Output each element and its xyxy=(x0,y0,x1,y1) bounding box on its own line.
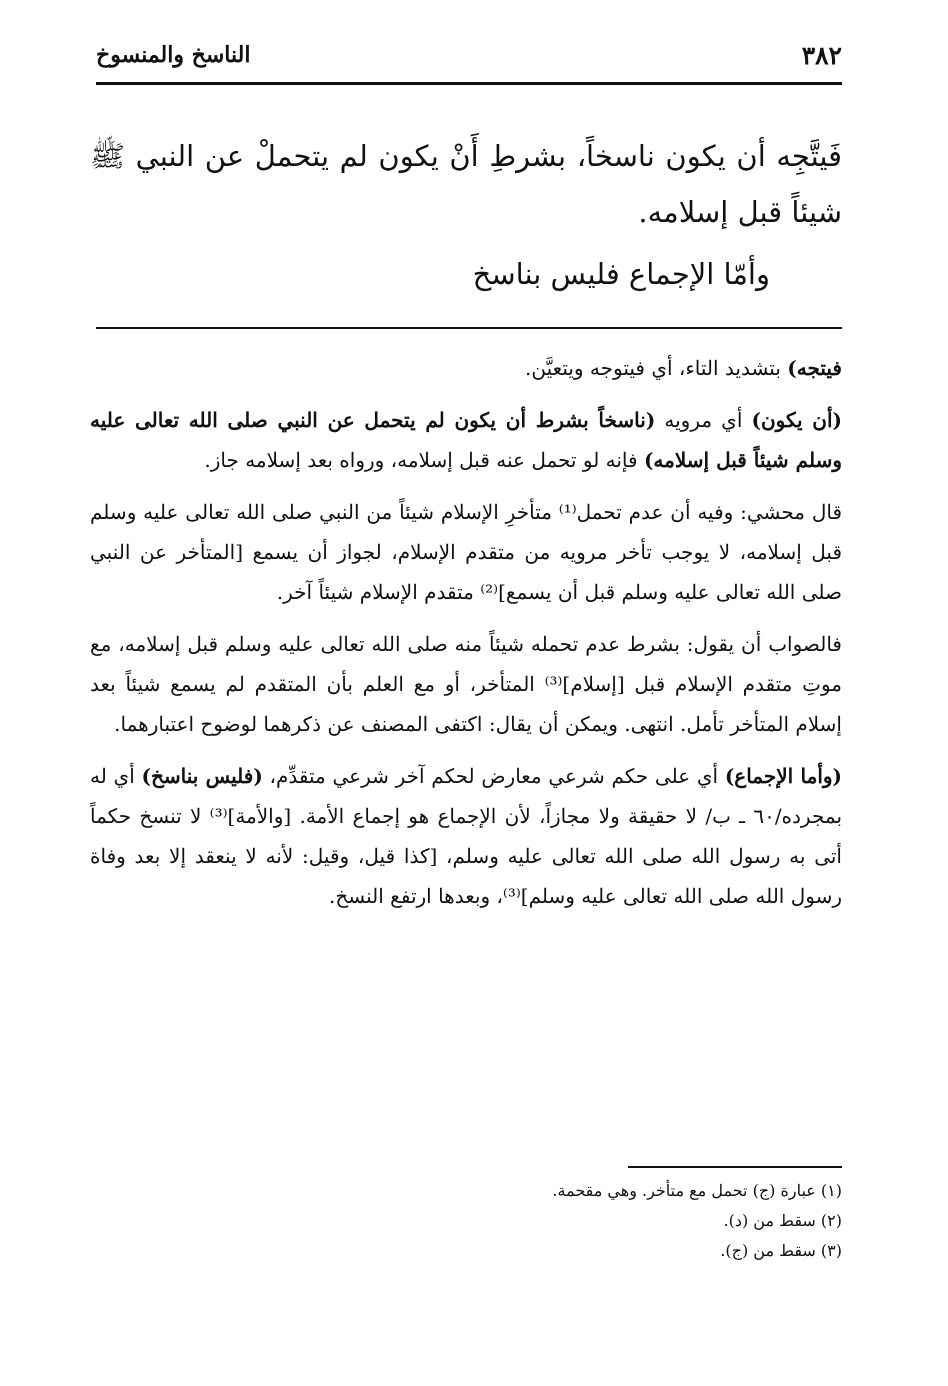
commentary-text: أي على حكم شرعي معارض لحكم آخر شرعي متقدِّم، xyxy=(262,764,725,788)
commentary-paragraph xyxy=(90,756,842,916)
commentary-paragraph xyxy=(90,348,842,388)
footnotes xyxy=(96,1176,842,1266)
separator-rule xyxy=(96,327,842,329)
main-text xyxy=(90,128,842,302)
main-text-line: فَيتَّجِه أن يكون ناسخاً، بشرطِ أَنْ يكون لم يتحملْ عن النبي ﷺ شيئاً قبل إسلامه. xyxy=(90,139,842,229)
commentary-paragraph: قال محشي: وفيه أن عدم تحمل⁽¹⁾ متأخرِ الإسلام شيئاً من النبي صلى الله تعالى عليه وسلم قبل إسلامه، لا يوجب تأخر مرويه من متقدم الإسلام، لجواز أن يسمع [المتأخر عن النبي صلى الله تعالى عليه وسلم قبل أن يسمع]⁽²⁾ متقدم الإسلام شيئاً آخر. xyxy=(90,500,843,604)
page-number: ٣٨٢ xyxy=(801,40,842,70)
commentary-paragraph xyxy=(90,400,842,480)
footnote: (١) عبارة (ج) تحمل مع متأخر. وهي مقحمة. xyxy=(552,1181,842,1200)
quoted-text: (ناسخاً بشرط أن يكون لم يتحمل عن النبي صلى الله تعالى عليه وسلم شيئاً قبل إسلامه) xyxy=(90,408,842,472)
commentary-text: أي له بمجرده/٦٠ ـ ب/ لا حقيقة ولا مجازاً، لأن الإجماع هو إجماع الأمة. [والأمة]⁽³⁾ لا تنسخ حكماً أتى به رسول الله صلى الله تعالى عليه وسلم، [كذا قيل، وقيل: لأنه لا ينعقد إلا بعد وفاة رسول الله صلى الله تعالى عليه وسلم]⁽³⁾، وبعدها ارتفع النسخ. xyxy=(90,764,843,908)
commentary-text: فإنه لو تحمل عنه قبل إسلامه، ورواه بعد إسلامه جاز. xyxy=(204,448,644,472)
quoted-text: فيتجه) xyxy=(787,356,842,380)
main-text-line: وأمّا الإجماع فليس بناسخ xyxy=(472,257,770,291)
header-rule xyxy=(96,82,842,85)
footnote-rule xyxy=(628,1166,842,1168)
quoted-text: (أن يكون) xyxy=(751,408,843,432)
running-title: الناسخ والمنسوخ xyxy=(96,42,251,68)
commentary-paragraph: فالصواب أن يقول: بشرط عدم تحمله شيئاً منه صلى الله تعالى عليه وسلم قبل إسلامه، مع موتِ متقدم الإسلام قبل [إسلام]⁽³⁾ المتأخر، أو مع العلم بأن المتقدم لم يسمع شيئاً بعد إسلام المتأخر تأمل. انتهى. ويمكن أن يقال: اكتفى المصنف عن ذكرهما لوضوح اعتبارهما. xyxy=(90,632,842,736)
commentary-text: بتشديد التاء، أي فيتوجه ويتعيَّن. xyxy=(525,356,788,380)
quoted-text: (فليس بناسخ) xyxy=(141,764,263,788)
footnote: (٣) سقط من (ج). xyxy=(720,1241,842,1260)
commentary xyxy=(90,348,842,928)
commentary-text: أي مرويه xyxy=(655,408,752,432)
running-header xyxy=(96,38,842,72)
quoted-text: (وأما الإجماع) xyxy=(724,764,843,788)
footnote: (٢) سقط من (د). xyxy=(723,1211,842,1230)
